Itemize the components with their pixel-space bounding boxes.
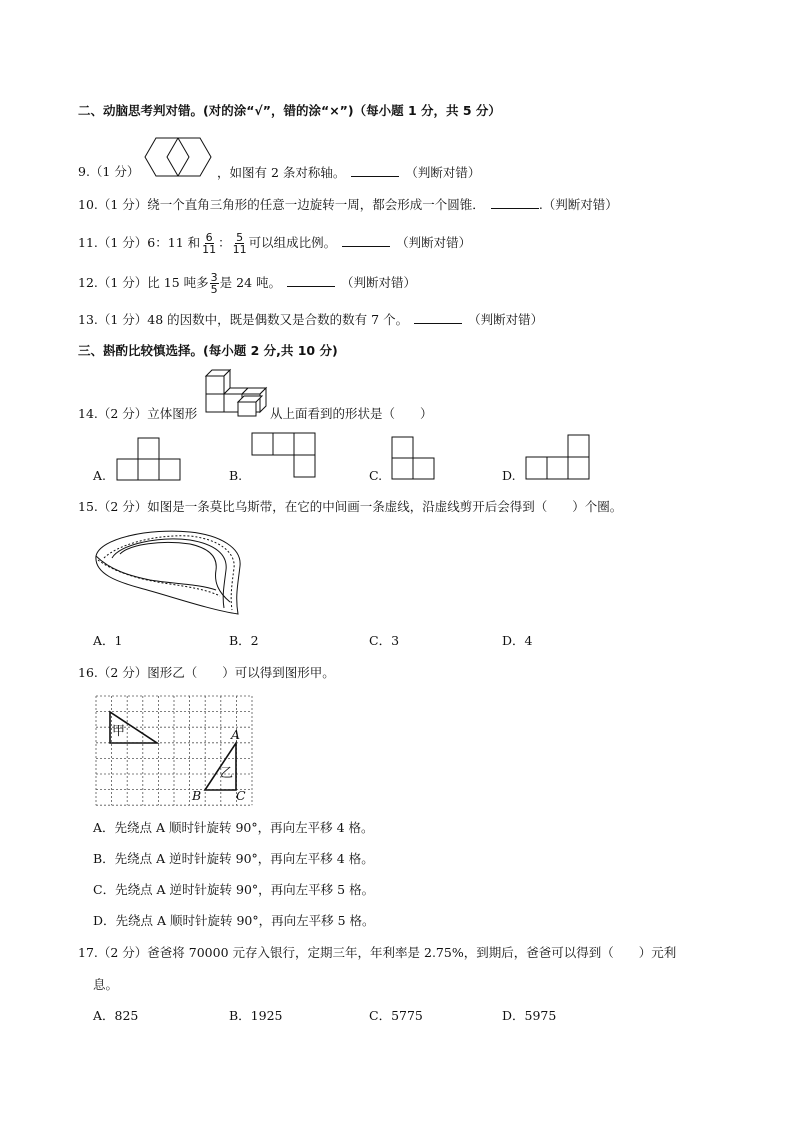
overlapping-hexagons-figure bbox=[140, 134, 216, 180]
judge-hint: .（判断对错） bbox=[538, 197, 618, 212]
answer-blank-11[interactable] bbox=[342, 234, 390, 247]
question-16: 16.（2 分）图形乙（ ）可以得到图形甲。 bbox=[78, 665, 335, 680]
option-17-d[interactable]: D．5975 bbox=[502, 1008, 557, 1023]
mobius-strip-figure bbox=[90, 526, 250, 621]
option-15-b[interactable]: B．2 bbox=[229, 633, 259, 648]
question-12-pre: 12.（1 分）比 15 吨多 bbox=[78, 275, 209, 290]
denominator: 11 bbox=[202, 243, 217, 256]
option-14-c-label[interactable]: C. bbox=[369, 468, 383, 483]
judge-hint: （判断对错） bbox=[468, 312, 544, 327]
section-2-heading: 二、动脑思考判对错。(对的涂“√”，错的涂“×”)（每小题 1 分，共 5 分） bbox=[78, 103, 501, 118]
option-16-d[interactable]: D．先绕点 A 顺时针旋转 90°，再向左平移 5 格。 bbox=[93, 913, 375, 928]
judge-hint: （判断对错） bbox=[341, 275, 417, 290]
option-17-a[interactable]: A．825 bbox=[93, 1008, 139, 1023]
question-13 bbox=[78, 311, 543, 328]
question-14-post: 从上面看到的形状是（ ） bbox=[270, 406, 433, 421]
option-17-c[interactable]: C．5775 bbox=[369, 1008, 423, 1023]
denominator: 5 bbox=[210, 283, 218, 296]
question-10 bbox=[78, 196, 618, 213]
point-c-label: C bbox=[236, 788, 246, 803]
fraction-3-5 bbox=[210, 272, 219, 295]
question-9-number: 9.（1 分） bbox=[78, 164, 140, 179]
option-17-b[interactable]: B．1925 bbox=[229, 1008, 283, 1023]
label-jia: 甲 bbox=[112, 724, 126, 739]
question-12 bbox=[78, 268, 416, 298]
question-9-statement: ，如图有 2 条对称轴。 bbox=[217, 165, 346, 180]
option-14-c-shape[interactable] bbox=[392, 437, 436, 483]
question-14-pre: 14.（2 分）立体图形 bbox=[78, 406, 198, 421]
question-15: 15.（2 分）如图是一条莫比乌斯带，在它的中间画一条虚线，沿虚线剪开后会得到（ ）个圈。 bbox=[78, 499, 623, 514]
question-9-text bbox=[217, 164, 480, 181]
question-11 bbox=[78, 228, 471, 258]
fraction-6-11 bbox=[201, 232, 217, 255]
fraction-5-11 bbox=[232, 232, 248, 255]
option-14-d-label[interactable]: D. bbox=[502, 468, 516, 483]
cube-stack-figure bbox=[202, 366, 272, 420]
section-3-heading: 三、斟酌比较慎选择。(每小题 2 分,共 10 分) bbox=[78, 343, 338, 358]
label-yi: 乙 bbox=[220, 766, 234, 781]
grid-figure bbox=[95, 695, 255, 807]
option-14-b-label[interactable]: B. bbox=[229, 468, 243, 483]
answer-blank-9[interactable] bbox=[351, 164, 399, 177]
point-a-label: A bbox=[231, 727, 241, 742]
question-13-statement: 13.（1 分）48 的因数中，既是偶数又是合数的数有 7 个。 bbox=[78, 312, 409, 327]
answer-blank-10[interactable] bbox=[491, 196, 539, 209]
option-16-b[interactable]: B．先绕点 A 逆时针旋转 90°，再向左平移 4 格。 bbox=[93, 851, 374, 866]
answer-blank-12[interactable] bbox=[287, 274, 335, 287]
question-11-pre: 11.（1 分）6：11 和 bbox=[78, 235, 201, 250]
option-14-a-shape[interactable] bbox=[117, 436, 183, 482]
question-17-line-2: 息。 bbox=[93, 977, 119, 992]
answer-blank-13[interactable] bbox=[414, 311, 462, 324]
judge-hint: （判断对错） bbox=[405, 165, 481, 180]
denominator: 11 bbox=[232, 243, 247, 256]
option-15-c[interactable]: C．3 bbox=[369, 633, 400, 648]
question-11-post: 可以组成比例。 bbox=[248, 235, 337, 250]
option-14-b-shape[interactable] bbox=[252, 433, 318, 481]
question-10-statement: 10.（1 分）绕一个直角三角形的任意一边旋转一周，都会形成一个圆锥． bbox=[78, 197, 485, 212]
ratio-colon: ： bbox=[218, 235, 231, 250]
question-17-line-1: 17.（2 分）爸爸将 70000 元存入银行，定期三年，年利率是 2.75%，到期后，爸爸可以得到（ ）元利 bbox=[78, 945, 677, 960]
option-15-d[interactable]: D．4 bbox=[502, 633, 533, 648]
option-14-a-label[interactable]: A. bbox=[93, 468, 107, 483]
option-16-c[interactable]: C．先绕点 A 逆时针旋转 90°，再向左平移 5 格。 bbox=[93, 882, 375, 897]
option-15-a[interactable]: A．1 bbox=[93, 633, 123, 648]
option-16-a[interactable]: A．先绕点 A 顺时针旋转 90°，再向左平移 4 格。 bbox=[93, 820, 374, 835]
question-12-post: 是 24 吨。 bbox=[219, 275, 282, 290]
option-14-d-shape[interactable] bbox=[526, 434, 592, 482]
numerator: 3 bbox=[210, 271, 218, 284]
point-b-label: B bbox=[192, 788, 202, 803]
judge-hint: （判断对错） bbox=[396, 235, 472, 250]
triangle-yi bbox=[95, 695, 255, 807]
numerator: 6 bbox=[205, 231, 213, 244]
numerator: 5 bbox=[236, 231, 244, 244]
